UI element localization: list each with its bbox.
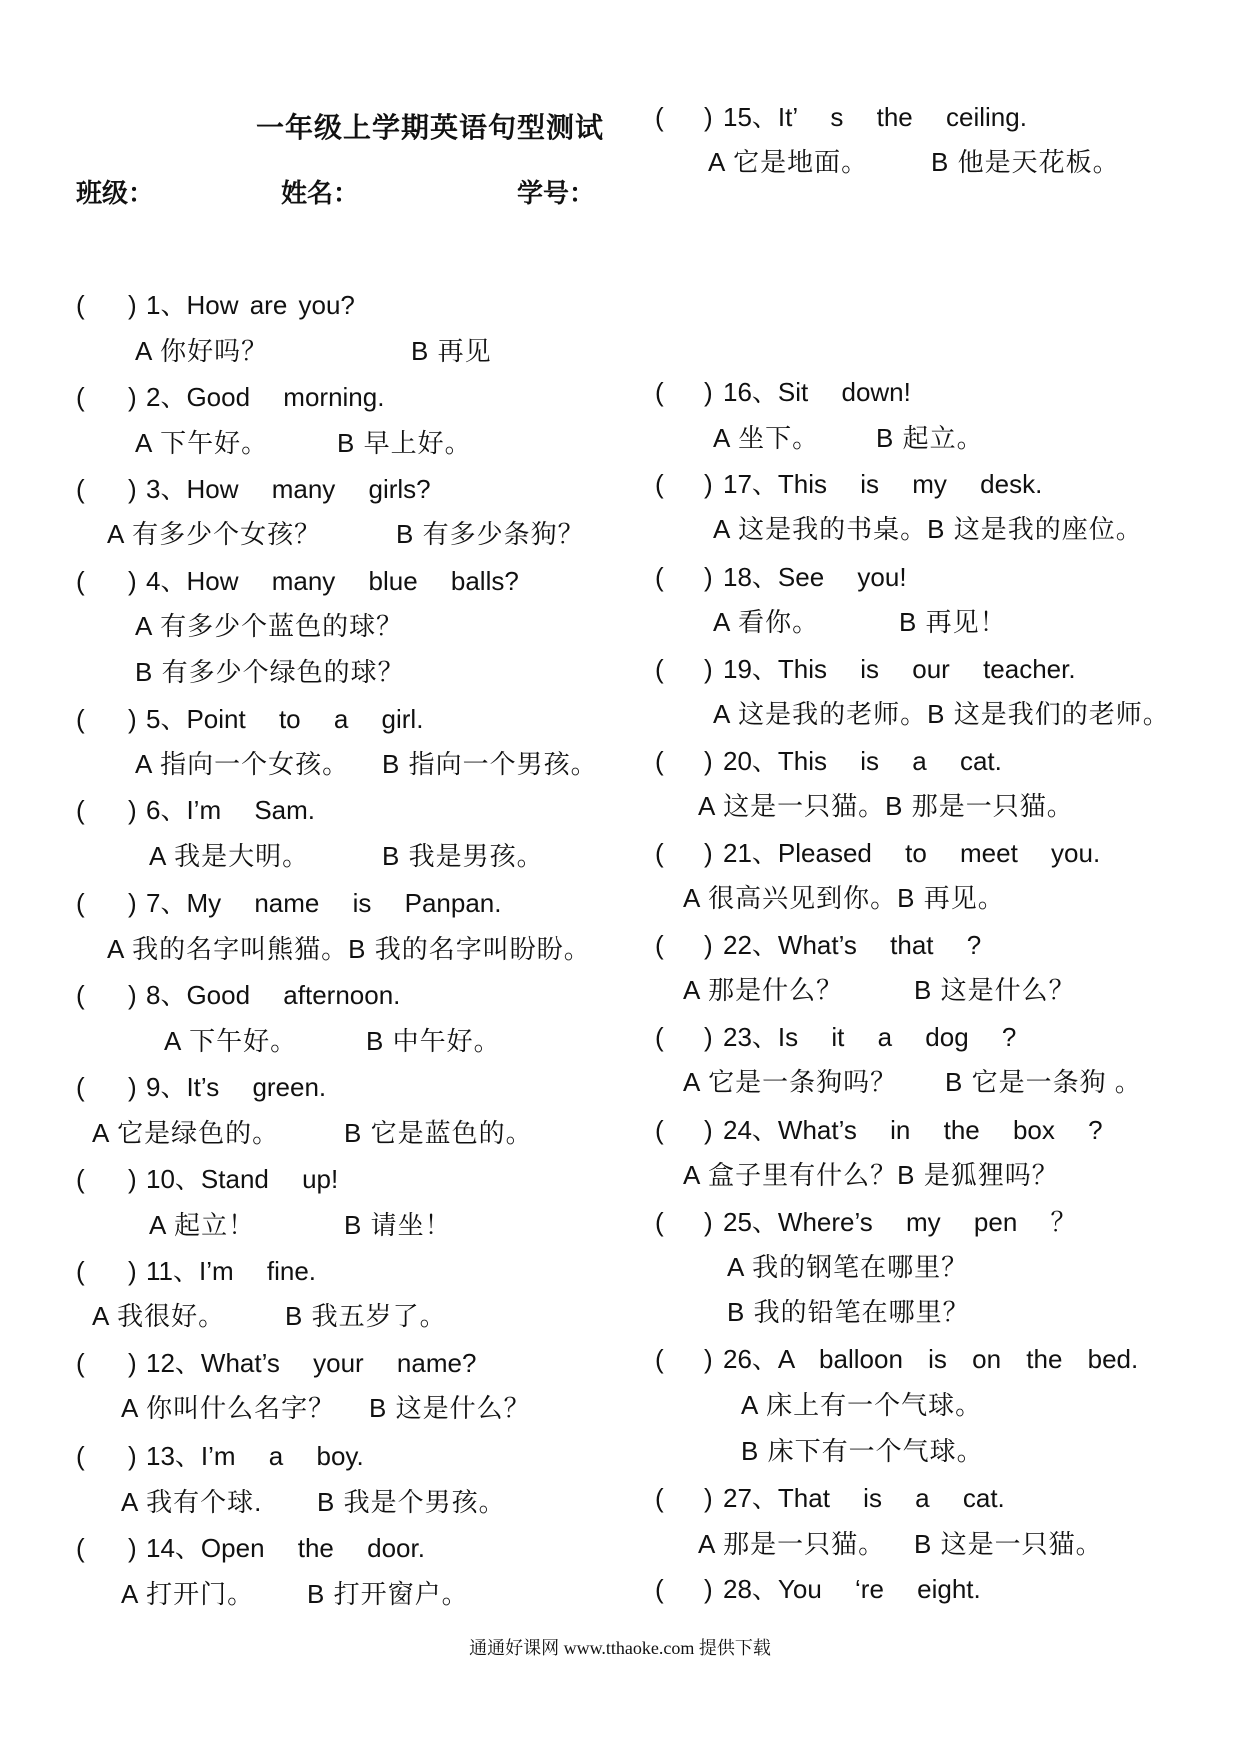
question-16 (0, 377, 1240, 407)
question-text: 1、How are you? (146, 290, 355, 320)
answer-paren-close: ) (128, 980, 137, 1010)
student-info-row (0, 178, 1240, 210)
answer-paren-open: ( (76, 566, 85, 596)
answer-paren-close: ) (128, 290, 137, 320)
answer-paren-close: ) (704, 102, 713, 132)
question-26-option-b-line (0, 1436, 1240, 1466)
option-a: A 这是一只猫。 (698, 791, 886, 821)
answer-paren-close: ) (128, 704, 137, 734)
option-b: B 那是一只猫。 (885, 791, 1074, 821)
question-text: 18、See you! (723, 562, 907, 592)
answer-paren-open: ( (76, 795, 85, 825)
option-a: A 我是大明。 (149, 841, 310, 871)
question-19-options (0, 699, 1240, 729)
answer-paren-open: ( (655, 377, 664, 407)
option-b: B 我五岁了。 (285, 1301, 447, 1331)
question-text: 28、You ‘re eight. (723, 1574, 981, 1604)
answer-paren-open: ( (655, 1022, 664, 1052)
option-b: B 他是天花板。 (931, 147, 1120, 177)
answer-paren-open: ( (76, 1256, 85, 1286)
question-21 (0, 838, 1240, 868)
option-b: B 它是一条狗 。 (945, 1067, 1142, 1097)
answer-paren-close: ) (704, 930, 713, 960)
answer-paren-close: ) (128, 1256, 137, 1286)
question-25-option-a-line (0, 1252, 1240, 1282)
option-a: A 有多少个女孩？ (107, 519, 322, 549)
option-b: B 这是一只猫。 (914, 1529, 1103, 1559)
option-b: B 请坐！ (344, 1210, 452, 1240)
option-b: B 我的名字叫盼盼。 (348, 934, 591, 964)
option-a: A 我很好。 (92, 1301, 226, 1331)
question-text: 15、It’ s the ceiling. (723, 102, 1027, 132)
question-text: 22、What’s that ? (723, 930, 982, 960)
question-23-options (0, 1067, 1240, 1097)
question-21-options (0, 883, 1240, 913)
answer-paren-close: ) (128, 1441, 137, 1471)
option-b: B 这是什么？ (914, 975, 1076, 1005)
answer-paren-close: ) (128, 382, 137, 412)
question-text: 24、What’s in the box ? (723, 1115, 1103, 1145)
question-19 (0, 654, 1240, 684)
question-text: 16、Sit down! (723, 377, 911, 407)
question-24-options (0, 1160, 1240, 1190)
option-pair (698, 791, 1074, 821)
question-text: 2、Good morning. (146, 382, 385, 412)
option-a: A 看你。 (713, 607, 820, 637)
question-text: 27、That is a cat. (723, 1483, 1005, 1513)
question-27-options (0, 1529, 1240, 1559)
answer-paren-close: ) (704, 746, 713, 776)
option-a: A 打开门。 (121, 1579, 255, 1609)
answer-paren-open: ( (76, 1348, 85, 1378)
option-b: B 再见。 (897, 883, 1005, 913)
answer-paren-close: ) (128, 1348, 137, 1378)
option-a: A 我的钢笔在哪里？ (727, 1252, 969, 1282)
option-b: B 再见！ (899, 607, 1007, 637)
option-pair (713, 699, 1170, 729)
question-23 (0, 1022, 1240, 1052)
answer-paren-close: ) (704, 1344, 713, 1374)
answer-paren-open: ( (76, 290, 85, 320)
option-b: B 床下有一个气球。 (741, 1436, 984, 1466)
answer-paren-open: ( (655, 562, 664, 592)
option-a: A 盒子里有什么？ (683, 1160, 898, 1190)
option-a: A 你叫什么名字？ (121, 1393, 336, 1423)
option-b: B 打开窗户。 (307, 1579, 469, 1609)
question-text: 9、It’s green. (146, 1072, 327, 1102)
option-pair (683, 1160, 1059, 1190)
answer-paren-close: ) (128, 1072, 137, 1102)
answer-paren-open: ( (655, 930, 664, 960)
question-text: 10、Stand up! (146, 1164, 339, 1194)
question-18-options (0, 607, 1240, 637)
question-25 (0, 1207, 1240, 1237)
question-24 (0, 1115, 1240, 1145)
answer-paren-close: ) (704, 1022, 713, 1052)
answer-paren-close: ) (704, 1574, 713, 1604)
question-22 (0, 930, 1240, 960)
option-b: B 起立。 (876, 423, 984, 453)
answer-paren-close: ) (704, 1207, 713, 1237)
answer-paren-close: ) (128, 474, 137, 504)
answer-paren-close: ) (704, 1115, 713, 1145)
answer-paren-close: ) (704, 1483, 713, 1513)
answer-paren-open: ( (76, 474, 85, 504)
answer-paren-close: ) (704, 654, 713, 684)
question-text: 13、I’m a boy. (146, 1441, 364, 1471)
option-pair (683, 883, 1005, 913)
option-a: A 床上有一个气球。 (741, 1390, 983, 1420)
answer-paren-open: ( (76, 382, 85, 412)
option-b: B 指向一个男孩。 (382, 749, 598, 779)
question-1-options (0, 336, 1240, 366)
answer-paren-close: ) (128, 888, 137, 918)
option-b: B 中午好。 (366, 1026, 501, 1056)
class-label: 班级： (76, 179, 155, 208)
answer-paren-open: ( (655, 1115, 664, 1145)
question-text: 25、Where’s my pen ？ (723, 1207, 1077, 1237)
answer-paren-open: ( (655, 1344, 664, 1374)
answer-paren-open: ( (655, 838, 664, 868)
option-a: A 指向一个女孩。 (135, 749, 350, 779)
answer-paren-close: ) (704, 838, 713, 868)
option-a: A 我有个球. (121, 1487, 263, 1517)
option-a: A 起立！ (149, 1210, 256, 1240)
question-25-option-b-line (0, 1297, 1240, 1327)
worksheet-title: 一年级上学期英语句型测试 (255, 113, 604, 144)
answer-paren-close: ) (128, 566, 137, 596)
option-b: B 我的铅笔在哪里？ (727, 1297, 970, 1327)
option-b: B 这是我的座位。 (927, 514, 1143, 544)
question-text: 4、How many blue balls? (146, 566, 519, 596)
option-pair (713, 514, 1143, 544)
question-20 (0, 746, 1240, 776)
question-18 (0, 562, 1240, 592)
question-15-options (0, 147, 1240, 177)
source-footer: 通通好课网 www.tthaoke.com 提供下载 (469, 1638, 771, 1658)
option-a: A 你好吗？ (135, 336, 269, 366)
question-text: 20、This is a cat. (723, 746, 1002, 776)
answer-paren-open: ( (76, 704, 85, 734)
question-text: 12、What’s your name? (146, 1348, 477, 1378)
question-text: 11、I’m fine. (146, 1256, 317, 1286)
question-17 (0, 469, 1240, 499)
option-a: A 这是我的老师。 (713, 699, 928, 729)
option-b: B 它是蓝色的。 (344, 1118, 533, 1148)
answer-paren-open: ( (655, 1574, 664, 1604)
answer-paren-open: ( (76, 980, 85, 1010)
question-26-option-a-line (0, 1390, 1240, 1420)
question-26 (0, 1344, 1240, 1374)
question-text: 8、Good afternoon. (146, 980, 401, 1010)
question-16-options (0, 423, 1240, 453)
question-text: 5、Point to a girl. (146, 704, 424, 734)
option-b: B 我是个男孩。 (317, 1487, 506, 1517)
option-b: B 这是什么？ (369, 1393, 531, 1423)
question-text: 3、How many girls? (146, 474, 431, 504)
answer-paren-open: ( (76, 888, 85, 918)
question-17-options (0, 514, 1240, 544)
answer-paren-open: ( (655, 746, 664, 776)
question-20-options (0, 791, 1240, 821)
question-text: 23、Is it a dog ? (723, 1022, 1017, 1052)
option-a: A 下午好。 (135, 428, 269, 458)
option-b: B 再见 (411, 336, 492, 366)
answer-paren-open: ( (76, 1441, 85, 1471)
option-a: A 坐下。 (713, 423, 820, 453)
option-a: A 它是地面。 (708, 147, 869, 177)
option-a: A 这是我的书桌。 (713, 514, 928, 544)
answer-paren-close: ) (704, 377, 713, 407)
answer-paren-open: ( (655, 102, 664, 132)
option-a: A 我的名字叫熊猫。 (107, 934, 349, 964)
answer-paren-open: ( (76, 1164, 85, 1194)
question-text: 7、My name is Panpan. (146, 888, 502, 918)
name-label: 姓名： (281, 179, 360, 208)
option-a: A 那是什么？ (683, 975, 844, 1005)
student-id-label: 学号： (517, 179, 596, 208)
question-text: 6、I’m Sam. (146, 795, 316, 825)
question-text: 17、This is my desk. (723, 469, 1043, 499)
option-a: A 有多少个蓝色的球？ (135, 611, 404, 641)
answer-paren-open: ( (76, 1533, 85, 1563)
option-a: A 下午好。 (164, 1026, 298, 1056)
option-b: B 这是我们的老师。 (927, 699, 1170, 729)
answer-paren-open: ( (655, 469, 664, 499)
option-b: B 早上好。 (337, 428, 472, 458)
answer-paren-open: ( (655, 1207, 664, 1237)
answer-paren-close: ) (128, 1533, 137, 1563)
question-text: 26、A balloon is on the bed. (723, 1344, 1139, 1374)
question-1 (0, 290, 1240, 320)
option-a: A 那是一只猫。 (698, 1529, 886, 1559)
question-text: 21、Pleased to meet you. (723, 838, 1101, 868)
answer-paren-close: ) (704, 562, 713, 592)
answer-paren-close: ) (128, 1164, 137, 1194)
option-b: B 是狐狸吗？ (897, 1160, 1059, 1190)
answer-paren-open: ( (655, 654, 664, 684)
option-b: B 我是男孩。 (382, 841, 544, 871)
question-22-options (0, 975, 1240, 1005)
option-a: A 很高兴见到你。 (683, 883, 898, 913)
question-15 (0, 102, 1240, 132)
option-a: A 它是绿色的。 (92, 1118, 280, 1148)
answer-paren-open: ( (76, 1072, 85, 1102)
question-28 (0, 1574, 1240, 1604)
option-b: B 有多少个绿色的球？ (135, 657, 405, 687)
answer-paren-close: ) (128, 795, 137, 825)
question-text: 14、Open the door. (146, 1533, 425, 1563)
option-a: A 它是一条狗吗？ (683, 1067, 898, 1097)
answer-paren-close: ) (704, 469, 713, 499)
question-text: 19、This is our teacher. (723, 654, 1076, 684)
question-27 (0, 1483, 1240, 1513)
answer-paren-open: ( (655, 1483, 664, 1513)
option-b: B 有多少条狗？ (396, 519, 585, 549)
